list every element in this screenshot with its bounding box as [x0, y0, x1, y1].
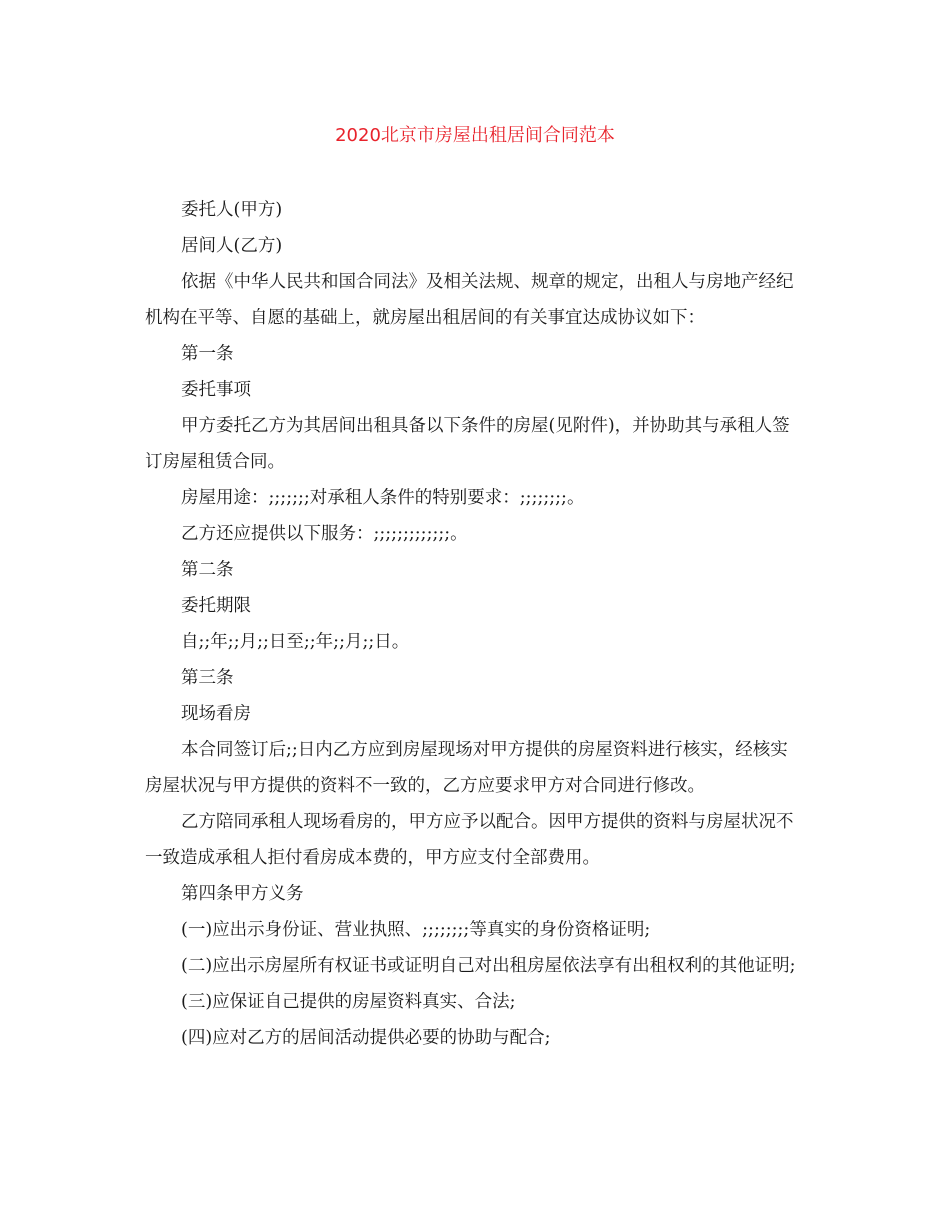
paragraph: 委托事项: [181, 380, 251, 400]
paragraph: (三)应保证自己提供的房屋资料真实、合法;: [181, 992, 516, 1012]
paragraph: 居间人(乙方): [181, 236, 283, 256]
paragraph: 本合同签订后;;日内乙方应到房屋现场对甲方提供的房屋资料进行核实，经核实房屋状况与甲方提供的资料不一致的，乙方应要求甲方对合同进行修改。: [145, 740, 788, 796]
paragraph: 现场看房: [181, 704, 251, 724]
paragraph: 乙方还应提供以下服务：;;;;;;;;;;;;;。: [181, 524, 468, 544]
paragraph: 自;;年;;月;;日至;;年;;月;;日。: [181, 632, 410, 652]
paragraph: (四)应对乙方的居间活动提供必要的协助与配合;: [181, 1028, 551, 1048]
paragraph: 甲方委托乙方为其居间出租具备以下条件的房屋(见附件)，并协助其与承租人签订房屋租赁合同。: [145, 416, 790, 472]
paragraph: 委托人(甲方): [181, 200, 283, 220]
paragraph: 乙方陪同承租人现场看房的，甲方应予以配合。因甲方提供的资料与房屋状况不一致造成承租人拒付看房成本费的，甲方应支付全部费用。: [145, 812, 794, 868]
paragraph: 第四条甲方义务: [181, 884, 304, 904]
paragraph: (一)应出示身份证、营业执照、;;;;;;;;等真实的身份资格证明;: [181, 920, 651, 940]
paragraph: 依据《中华人民共和国合同法》及相关法规、规章的规定，出租人与房地产经纪机构在平等、自愿的基础上，就房屋出租居间的有关事宜达成协议如下：: [145, 272, 794, 328]
paragraph: 房屋用途：;;;;;;;对承租人条件的特别要求：;;;;;;;;。: [181, 488, 585, 508]
paragraph: 第一条: [181, 344, 234, 364]
paragraph: 委托期限: [181, 596, 251, 616]
document-title: 2020北京市房屋出租居间合同范本: [335, 125, 615, 146]
paragraph: 第二条: [181, 560, 234, 580]
paragraph: 第三条: [181, 668, 234, 688]
paragraph: (二)应出示房屋所有权证书或证明自己对出租房屋依法享有出租权利的其他证明;: [181, 956, 796, 976]
document-body: [145, 192, 805, 1056]
